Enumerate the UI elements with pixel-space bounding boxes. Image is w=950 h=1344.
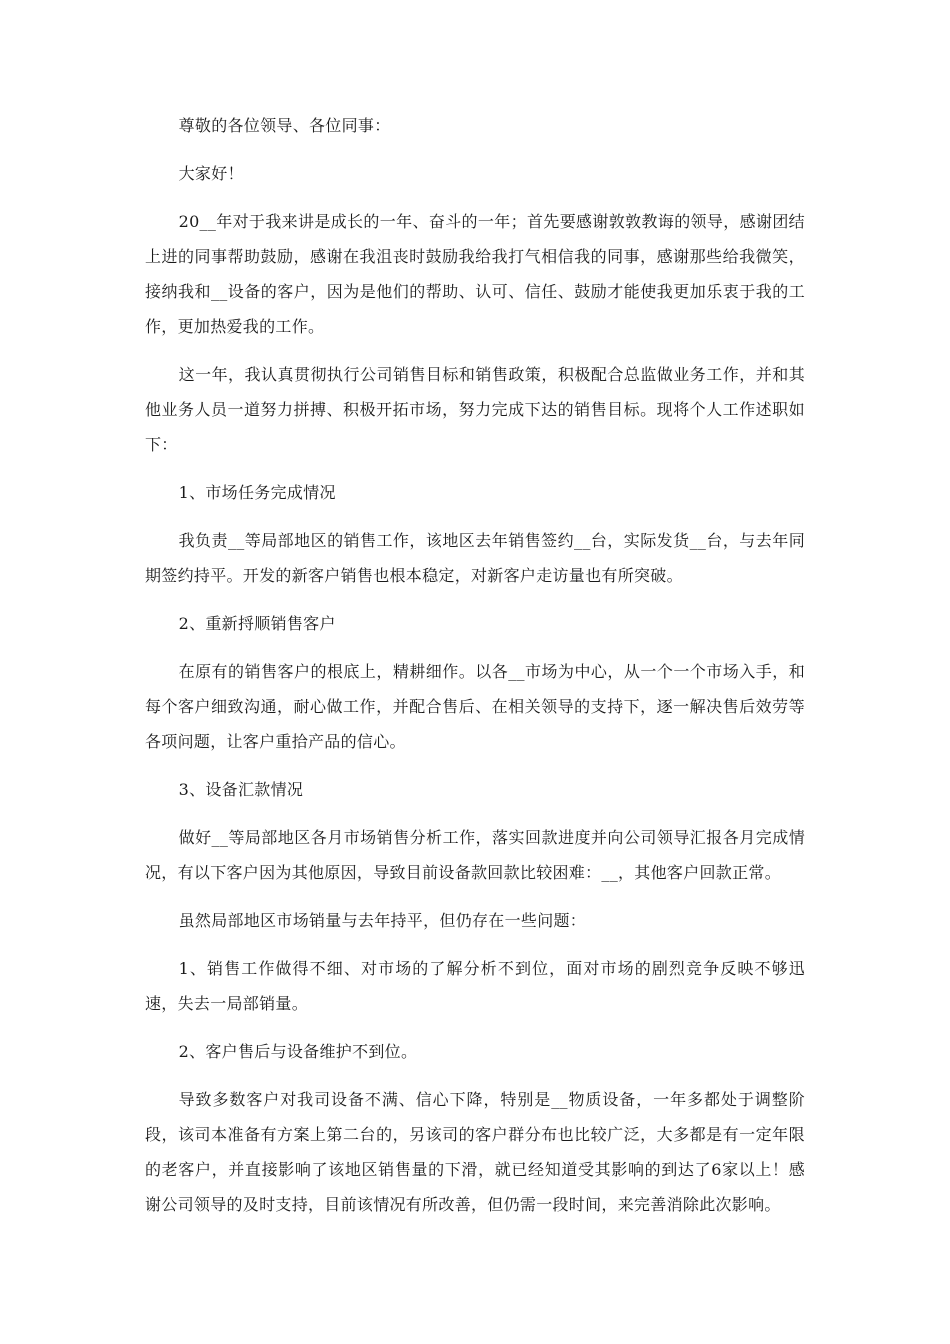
paragraph-market-tasks: 我负责__等局部地区的销售工作，该地区去年销售签约__台，实际发货__台，与去年同期签约持平。开发的新客户销售也根本稳定，对新客户走访量也有所突破。 [145, 531, 805, 585]
paragraph-customers: 在原有的销售客户的根底上，精耕细作。以各__市场为中心，从一个一个市场入手，和每个客户细致沟通，耐心做工作，并配合售后、在相关领导的支持下，逐一解决售后效劳等各项问题，让客户重拾产品的信心。 [145, 662, 805, 751]
paragraph-intro: 20__年对于我来讲是成长的一年、奋斗的一年；首先要感谢敦敦教诲的领导，感谢团结上进的同事帮助鼓励，感谢在我沮丧时鼓励我给我打气相信我的同事，感谢那些给我微笑，接纳我和__设备的客户，因为是他们的帮助、认可、信任、鼓励才能使我更加乐衷于我的工作，更加热爱我的工作。 [145, 212, 805, 336]
document-body [145, 108, 805, 1235]
section-heading-remittance: 3、设备汇款情况 [178, 780, 304, 799]
paragraph-impact: 导致多数客户对我司设备不满、信心下降，特别是__物质设备，一年多都处于调整阶段，该司本准备有方案上第二台的，另该司的客户群分布也比较广泛，大多都是有一定年限的老客户，并直接影响了该地区销售量的下滑，就已经知道受其影响的到达了6家以上！感谢公司领导的及时支持，目前该情况有所改善，但仍需一段时间，来完善消除此次影响。 [145, 1090, 805, 1214]
list-item-problem-1: 1、销售工作做得不细、对市场的了解分析不到位，面对市场的剧烈竞争反映不够迅速，失去一局部销量。 [145, 959, 805, 1013]
paragraph-remittance: 做好__等局部地区各月市场销售分析工作，落实回款进度并向公司领导汇报各月完成情况，有以下客户因为其他原因，导致目前设备款回款比较困难：__，其他客户回款正常。 [145, 828, 805, 882]
salutation: 尊敬的各位领导、各位同事： [178, 116, 391, 135]
section-heading-customers: 2、重新捋顺销售客户 [178, 614, 336, 633]
list-item-problem-2: 2、客户售后与设备维护不到位。 [178, 1042, 418, 1061]
paragraph-problems-intro: 虽然局部地区市场销量与去年持平，但仍存在一些问题： [178, 911, 587, 930]
section-heading-market-tasks: 1、市场任务完成情况 [178, 483, 336, 502]
paragraph-overview: 这一年，我认真贯彻执行公司销售目标和销售政策，积极配合总监做业务工作，并和其他业务人员一道努力拼搏、积极开拓市场，努力完成下达的销售目标。现将个人工作述职如下： [145, 365, 805, 454]
greeting: 大家好！ [178, 164, 244, 183]
